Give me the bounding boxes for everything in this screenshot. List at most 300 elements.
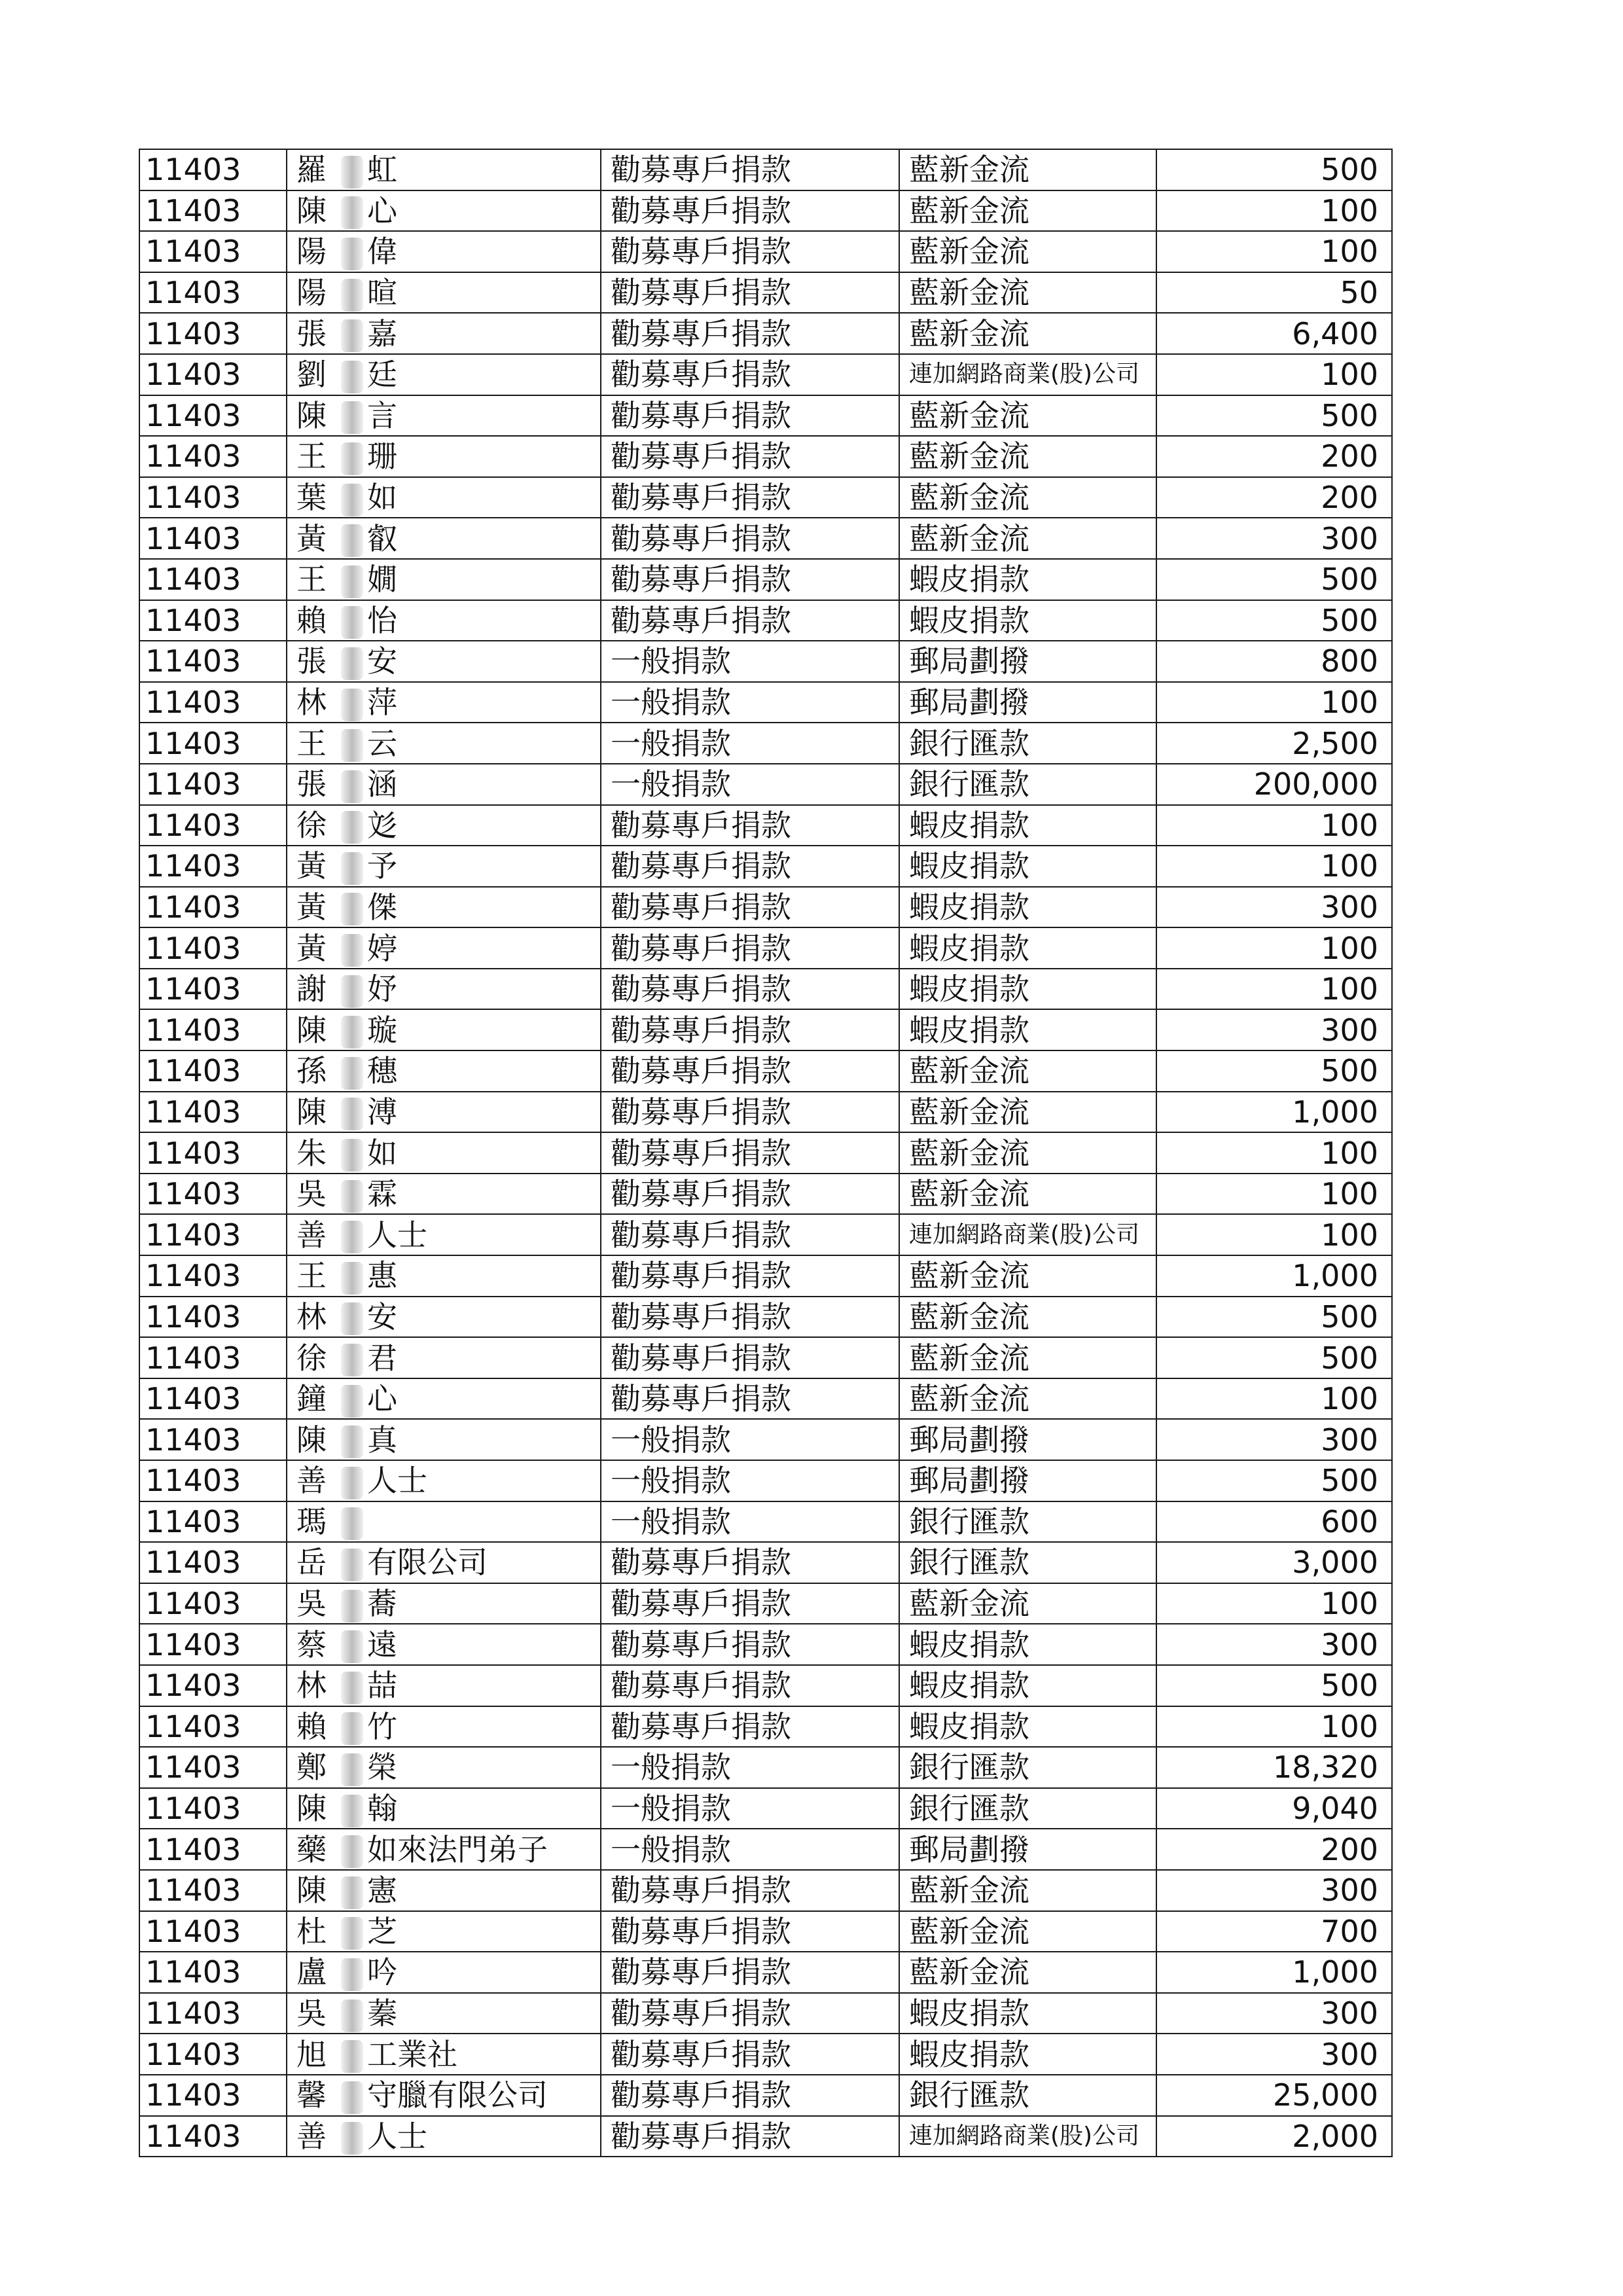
- period-cell: 11403: [139, 559, 287, 600]
- donor-given-name: 如: [367, 480, 397, 516]
- table-row: [139, 1624, 1392, 1665]
- donor-given-name: 憲: [367, 1873, 397, 1909]
- donor-cell: [287, 354, 601, 395]
- name-redaction-blur: [341, 893, 363, 925]
- donor-cell: [287, 969, 601, 1010]
- donor-cell: [287, 1214, 601, 1255]
- amount-cell: 100: [1156, 846, 1392, 887]
- amount-cell: 3,000: [1156, 1542, 1392, 1583]
- table-row: [139, 846, 1392, 887]
- name-redaction-blur: [341, 442, 363, 475]
- donation-type-cell: 一般捐款: [601, 682, 899, 723]
- table-row: [139, 559, 1392, 600]
- table-row: [139, 149, 1392, 190]
- table-row: [139, 477, 1392, 518]
- donor-surname: 陳: [296, 1791, 327, 1827]
- donor-given-name: 人士: [367, 1463, 427, 1499]
- donor-cell: [287, 1297, 601, 1338]
- donor-cell: [287, 1050, 601, 1092]
- donor-surname: 旭: [296, 2036, 327, 2072]
- donor-given-name: 君: [367, 1340, 397, 1376]
- table-row: [139, 313, 1392, 354]
- payment-channel-cell: 藍新金流: [899, 1050, 1156, 1092]
- donor-surname: 羅: [296, 152, 327, 188]
- payment-channel-cell: 銀行匯款: [899, 723, 1156, 764]
- donor-given-name: 安: [367, 1299, 397, 1335]
- payment-channel-cell: 蝦皮捐款: [899, 1009, 1156, 1050]
- donor-given-name: 妤: [367, 971, 397, 1007]
- amount-cell: 300: [1156, 887, 1392, 928]
- amount-cell: 2,000: [1156, 2116, 1392, 2157]
- period-cell: 11403: [139, 2075, 287, 2116]
- donor-surname: 鄭: [296, 1749, 327, 1785]
- payment-channel-cell: 蝦皮捐款: [899, 969, 1156, 1010]
- payment-channel-cell: 藍新金流: [899, 149, 1156, 190]
- donor-surname: 張: [296, 766, 327, 802]
- donor-cell: [287, 1009, 601, 1050]
- donor-cell: [287, 436, 601, 477]
- name-redaction-blur: [341, 361, 363, 393]
- donor-given-name: 竹: [367, 1708, 397, 1744]
- donation-type-cell: 勸募專戶捐款: [601, 2116, 899, 2157]
- amount-cell: 200: [1156, 1829, 1392, 1870]
- amount-cell: 6,400: [1156, 313, 1392, 354]
- period-cell: 11403: [139, 1993, 287, 2034]
- payment-channel-cell: 藍新金流: [899, 1952, 1156, 1993]
- donor-surname: 瑪: [296, 1503, 327, 1539]
- period-cell: 11403: [139, 272, 287, 314]
- table-row: [139, 1255, 1392, 1297]
- donor-surname: 陳: [296, 1873, 327, 1909]
- donation-type-cell: 勸募專戶捐款: [601, 1132, 899, 1174]
- table-row: [139, 1542, 1392, 1583]
- donor-surname: 徐: [296, 807, 327, 843]
- name-redaction-blur: [341, 1672, 363, 1704]
- amount-cell: 1,000: [1156, 1255, 1392, 1297]
- table-row: [139, 723, 1392, 764]
- amount-cell: 1,000: [1156, 1092, 1392, 1133]
- amount-cell: 800: [1156, 641, 1392, 682]
- donor-cell: [287, 1255, 601, 1297]
- donation-type-cell: 一般捐款: [601, 641, 899, 682]
- amount-cell: 300: [1156, 1009, 1392, 1050]
- payment-channel-cell: 藍新金流: [899, 1132, 1156, 1174]
- payment-channel-cell: 郵局劃撥: [899, 641, 1156, 682]
- donor-surname: 盧: [296, 1954, 327, 1990]
- name-redaction-blur: [341, 1344, 363, 1376]
- payment-channel-cell: 藍新金流: [899, 1911, 1156, 1952]
- name-redaction-blur: [341, 1426, 363, 1458]
- name-redaction-blur: [341, 2081, 363, 2114]
- period-cell: 11403: [139, 1050, 287, 1092]
- payment-channel-cell: 藍新金流: [899, 1378, 1156, 1420]
- name-redaction-blur: [341, 2122, 363, 2155]
- payment-channel-cell: 藍新金流: [899, 477, 1156, 518]
- period-cell: 11403: [139, 1624, 287, 1665]
- donor-surname: 吳: [296, 1996, 327, 2032]
- donor-given-name: 暄: [367, 275, 397, 311]
- donor-cell: [287, 1542, 601, 1583]
- name-redaction-blur: [341, 1507, 363, 1540]
- donor-given-name: 心: [367, 192, 397, 228]
- table-row: [139, 927, 1392, 969]
- donation-type-cell: 一般捐款: [601, 723, 899, 764]
- period-cell: 11403: [139, 149, 287, 190]
- period-cell: 11403: [139, 2034, 287, 2075]
- amount-cell: 1,000: [1156, 1952, 1392, 1993]
- amount-cell: 500: [1156, 559, 1392, 600]
- payment-channel-cell: 藍新金流: [899, 1583, 1156, 1624]
- donor-surname: 朱: [296, 1135, 327, 1171]
- donor-cell: [287, 149, 601, 190]
- donor-given-name: 吟: [367, 1954, 397, 1990]
- donor-cell: [287, 2075, 601, 2116]
- name-redaction-blur: [341, 770, 363, 803]
- donor-surname: 孫: [296, 1053, 327, 1089]
- period-cell: 11403: [139, 641, 287, 682]
- table-row: [139, 641, 1392, 682]
- payment-channel-cell: 藍新金流: [899, 1870, 1156, 1911]
- table-row: [139, 1501, 1392, 1543]
- period-cell: 11403: [139, 518, 287, 559]
- donation-type-cell: 勸募專戶捐款: [601, 1706, 899, 1748]
- amount-cell: 100: [1156, 927, 1392, 969]
- donation-type-cell: 勸募專戶捐款: [601, 600, 899, 641]
- payment-channel-cell: 銀行匯款: [899, 1542, 1156, 1583]
- donor-surname: 陳: [296, 397, 327, 433]
- period-cell: 11403: [139, 764, 287, 805]
- donor-cell: [287, 1460, 601, 1501]
- donor-cell: [287, 1829, 601, 1870]
- donor-given-name: 彣: [367, 807, 397, 843]
- period-cell: 11403: [139, 1706, 287, 1748]
- table-row: [139, 1419, 1392, 1460]
- payment-channel-cell: 藍新金流: [899, 1092, 1156, 1133]
- donor-surname: 王: [296, 562, 327, 598]
- table-row: [139, 1214, 1392, 1255]
- donor-cell: [287, 395, 601, 437]
- donor-cell: [287, 1747, 601, 1788]
- payment-channel-cell: 郵局劃撥: [899, 1460, 1156, 1501]
- name-redaction-blur: [341, 1958, 363, 1991]
- donation-type-cell: 勸募專戶捐款: [601, 190, 899, 232]
- name-redaction-blur: [341, 1753, 363, 1786]
- period-cell: 11403: [139, 805, 287, 846]
- table-row: [139, 1993, 1392, 2034]
- name-redaction-blur: [341, 524, 363, 557]
- donation-type-cell: 勸募專戶捐款: [601, 846, 899, 887]
- donor-given-name: 安: [367, 643, 397, 679]
- donor-cell: [287, 190, 601, 232]
- name-redaction-blur: [341, 606, 363, 639]
- donor-cell: [287, 1624, 601, 1665]
- period-cell: 11403: [139, 2116, 287, 2157]
- name-redaction-blur: [341, 196, 363, 229]
- donation-type-cell: 勸募專戶捐款: [601, 1911, 899, 1952]
- name-redaction-blur: [341, 1712, 363, 1745]
- period-cell: 11403: [139, 1665, 287, 1706]
- amount-cell: 700: [1156, 1911, 1392, 1952]
- period-cell: 11403: [139, 1297, 287, 1338]
- period-cell: 11403: [139, 1829, 287, 1870]
- payment-channel-cell: 藍新金流: [899, 395, 1156, 437]
- amount-cell: 100: [1156, 190, 1392, 232]
- donation-type-cell: 勸募專戶捐款: [601, 1378, 899, 1420]
- donation-type-cell: 勸募專戶捐款: [601, 436, 899, 477]
- name-redaction-blur: [341, 238, 363, 270]
- donor-cell: [287, 2116, 601, 2157]
- donor-cell: [287, 2034, 601, 2075]
- donor-given-name: 蕎: [367, 1586, 397, 1622]
- donor-surname: 林: [296, 1668, 327, 1704]
- amount-cell: 100: [1156, 682, 1392, 723]
- donor-cell: [287, 1788, 601, 1829]
- donor-cell: [287, 1952, 601, 1993]
- donor-surname: 陳: [296, 1422, 327, 1458]
- amount-cell: 18,320: [1156, 1747, 1392, 1788]
- name-redaction-blur: [341, 319, 363, 352]
- donor-cell: [287, 764, 601, 805]
- name-redaction-blur: [341, 1385, 363, 1418]
- name-redaction-blur: [341, 1549, 363, 1581]
- donation-type-cell: 勸募專戶捐款: [601, 927, 899, 969]
- payment-channel-cell: 藍新金流: [899, 1255, 1156, 1297]
- donation-type-cell: 勸募專戶捐款: [601, 2034, 899, 2075]
- amount-cell: 100: [1156, 1214, 1392, 1255]
- name-redaction-blur: [341, 1098, 363, 1130]
- period-cell: 11403: [139, 927, 287, 969]
- amount-cell: 500: [1156, 1460, 1392, 1501]
- donor-surname: 善: [296, 2118, 327, 2154]
- payment-channel-cell: 銀行匯款: [899, 1501, 1156, 1543]
- donor-cell: [287, 805, 601, 846]
- donation-type-cell: 勸募專戶捐款: [601, 1583, 899, 1624]
- donor-given-name: 遠: [367, 1626, 397, 1662]
- name-redaction-blur: [341, 1835, 363, 1868]
- donor-given-name: 穗: [367, 1053, 397, 1089]
- period-cell: 11403: [139, 1583, 287, 1624]
- donor-given-name: 蓁: [367, 1996, 397, 2032]
- table-row: [139, 518, 1392, 559]
- donor-cell: [287, 559, 601, 600]
- name-redaction-blur: [341, 1262, 363, 1295]
- period-cell: 11403: [139, 1870, 287, 1911]
- donor-given-name: 有限公司: [367, 1545, 488, 1581]
- donor-given-name: 溥: [367, 1094, 397, 1130]
- donor-cell: [287, 1911, 601, 1952]
- donor-surname: 陳: [296, 1012, 327, 1048]
- name-redaction-blur: [341, 2000, 363, 2032]
- donor-surname: 黃: [296, 889, 327, 925]
- donor-given-name: 言: [367, 397, 397, 433]
- donation-type-cell: 勸募專戶捐款: [601, 969, 899, 1010]
- payment-channel-cell: 蝦皮捐款: [899, 1993, 1156, 2034]
- donation-type-cell: 一般捐款: [601, 1460, 899, 1501]
- donor-surname: 陽: [296, 275, 327, 311]
- donation-type-cell: 勸募專戶捐款: [601, 1542, 899, 1583]
- table-row: [139, 1665, 1392, 1706]
- name-redaction-blur: [341, 689, 363, 721]
- donor-surname: 賴: [296, 1708, 327, 1744]
- donor-surname: 陽: [296, 234, 327, 270]
- payment-channel-cell: 蝦皮捐款: [899, 600, 1156, 641]
- donor-given-name: 云: [367, 725, 397, 761]
- donor-cell: [287, 1378, 601, 1420]
- donation-type-cell: 一般捐款: [601, 1501, 899, 1543]
- donor-given-name: 翰: [367, 1791, 397, 1827]
- amount-cell: 600: [1156, 1501, 1392, 1543]
- payment-channel-cell: 連加網路商業(股)公司: [899, 2116, 1156, 2157]
- donor-given-name: 萍: [367, 685, 397, 721]
- donation-type-cell: 勸募專戶捐款: [601, 559, 899, 600]
- donor-given-name: 涵: [367, 766, 397, 802]
- donation-type-cell: 一般捐款: [601, 764, 899, 805]
- table-row: [139, 1870, 1392, 1911]
- payment-channel-cell: 藍新金流: [899, 518, 1156, 559]
- amount-cell: 500: [1156, 1337, 1392, 1378]
- table-row: [139, 887, 1392, 928]
- payment-channel-cell: 藍新金流: [899, 1337, 1156, 1378]
- donor-cell: [287, 518, 601, 559]
- donor-cell: [287, 313, 601, 354]
- donor-cell: [287, 1706, 601, 1748]
- donor-cell: [287, 1419, 601, 1460]
- table-row: [139, 805, 1392, 846]
- amount-cell: 25,000: [1156, 2075, 1392, 2116]
- donation-type-cell: 勸募專戶捐款: [601, 1009, 899, 1050]
- payment-channel-cell: 藍新金流: [899, 436, 1156, 477]
- donor-surname: 賴: [296, 602, 327, 638]
- period-cell: 11403: [139, 1501, 287, 1543]
- payment-channel-cell: 連加網路商業(股)公司: [899, 1214, 1156, 1255]
- payment-channel-cell: 蝦皮捐款: [899, 1624, 1156, 1665]
- donation-type-cell: 勸募專戶捐款: [601, 313, 899, 354]
- donation-type-cell: 勸募專戶捐款: [601, 1174, 899, 1215]
- donor-cell: [287, 1132, 601, 1174]
- amount-cell: 500: [1156, 600, 1392, 641]
- donor-surname: 鐘: [296, 1381, 327, 1417]
- donor-given-name: 嫺: [367, 562, 397, 598]
- donation-type-cell: 勸募專戶捐款: [601, 1050, 899, 1092]
- payment-channel-cell: 藍新金流: [899, 313, 1156, 354]
- period-cell: 11403: [139, 1132, 287, 1174]
- table-row: [139, 1460, 1392, 1501]
- donor-given-name: 芝: [367, 1913, 397, 1949]
- donation-type-cell: 勸募專戶捐款: [601, 149, 899, 190]
- amount-cell: 200,000: [1156, 764, 1392, 805]
- amount-cell: 100: [1156, 231, 1392, 272]
- donation-type-cell: 勸募專戶捐款: [601, 1337, 899, 1378]
- table-row: [139, 1009, 1392, 1050]
- table-row: [139, 354, 1392, 395]
- donor-cell: [287, 1870, 601, 1911]
- period-cell: 11403: [139, 1337, 287, 1378]
- donation-type-cell: 勸募專戶捐款: [601, 354, 899, 395]
- donor-surname: 陳: [296, 1094, 327, 1130]
- amount-cell: 500: [1156, 1050, 1392, 1092]
- donor-surname: 林: [296, 685, 327, 721]
- donor-given-name: 如: [367, 1135, 397, 1171]
- donation-type-cell: 一般捐款: [601, 1788, 899, 1829]
- donor-surname: 馨: [296, 2077, 327, 2113]
- table-row: [139, 190, 1392, 232]
- payment-channel-cell: 連加網路商業(股)公司: [899, 354, 1156, 395]
- donation-type-cell: 勸募專戶捐款: [601, 272, 899, 314]
- name-redaction-blur: [341, 401, 363, 434]
- period-cell: 11403: [139, 1214, 287, 1255]
- period-cell: 11403: [139, 190, 287, 232]
- donor-surname: 藥: [296, 1831, 327, 1867]
- donor-cell: [287, 231, 601, 272]
- period-cell: 11403: [139, 1460, 287, 1501]
- donor-surname: 葉: [296, 480, 327, 516]
- donor-surname: 徐: [296, 1340, 327, 1376]
- donation-type-cell: 勸募專戶捐款: [601, 1297, 899, 1338]
- donor-surname: 王: [296, 439, 327, 475]
- payment-channel-cell: 郵局劃撥: [899, 1419, 1156, 1460]
- table-row: [139, 1132, 1392, 1174]
- table-row: [139, 764, 1392, 805]
- name-redaction-blur: [341, 1876, 363, 1909]
- table-row: [139, 1829, 1392, 1870]
- donor-given-name: 偉: [367, 234, 397, 270]
- table-row: [139, 395, 1392, 437]
- period-cell: 11403: [139, 1788, 287, 1829]
- table-row: [139, 1911, 1392, 1952]
- amount-cell: 100: [1156, 969, 1392, 1010]
- donor-given-name: 予: [367, 848, 397, 884]
- payment-channel-cell: 蝦皮捐款: [899, 887, 1156, 928]
- donor-surname: 王: [296, 725, 327, 761]
- period-cell: 11403: [139, 436, 287, 477]
- donor-given-name: 喆: [367, 1668, 397, 1704]
- period-cell: 11403: [139, 887, 287, 928]
- period-cell: 11403: [139, 395, 287, 437]
- donor-surname: 謝: [296, 971, 327, 1007]
- table-row: [139, 231, 1392, 272]
- donor-given-name: 珊: [367, 439, 397, 475]
- table-row: [139, 1583, 1392, 1624]
- donor-surname: 善: [296, 1463, 327, 1499]
- table-row: [139, 600, 1392, 641]
- donation-type-cell: 勸募專戶捐款: [601, 1214, 899, 1255]
- name-redaction-blur: [341, 647, 363, 680]
- donor-surname: 黃: [296, 520, 327, 556]
- name-redaction-blur: [341, 1302, 363, 1335]
- donor-cell: [287, 1092, 601, 1133]
- donation-type-cell: 一般捐款: [601, 1419, 899, 1460]
- donation-type-cell: 勸募專戶捐款: [601, 1870, 899, 1911]
- name-redaction-blur: [341, 975, 363, 1008]
- name-redaction-blur: [341, 1016, 363, 1049]
- payment-channel-cell: 藍新金流: [899, 190, 1156, 232]
- donor-surname: 吳: [296, 1176, 327, 1212]
- donor-given-name: 人士: [367, 2118, 427, 2154]
- donor-surname: 王: [296, 1258, 327, 1294]
- donation-type-cell: 勸募專戶捐款: [601, 231, 899, 272]
- donor-cell: [287, 477, 601, 518]
- amount-cell: 200: [1156, 477, 1392, 518]
- period-cell: 11403: [139, 1009, 287, 1050]
- donor-surname: 岳: [296, 1545, 327, 1581]
- period-cell: 11403: [139, 1747, 287, 1788]
- period-cell: 11403: [139, 477, 287, 518]
- amount-cell: 300: [1156, 518, 1392, 559]
- donation-type-cell: 勸募專戶捐款: [601, 887, 899, 928]
- name-redaction-blur: [341, 811, 363, 844]
- table-row: [139, 1706, 1392, 1748]
- name-redaction-blur: [341, 2040, 363, 2073]
